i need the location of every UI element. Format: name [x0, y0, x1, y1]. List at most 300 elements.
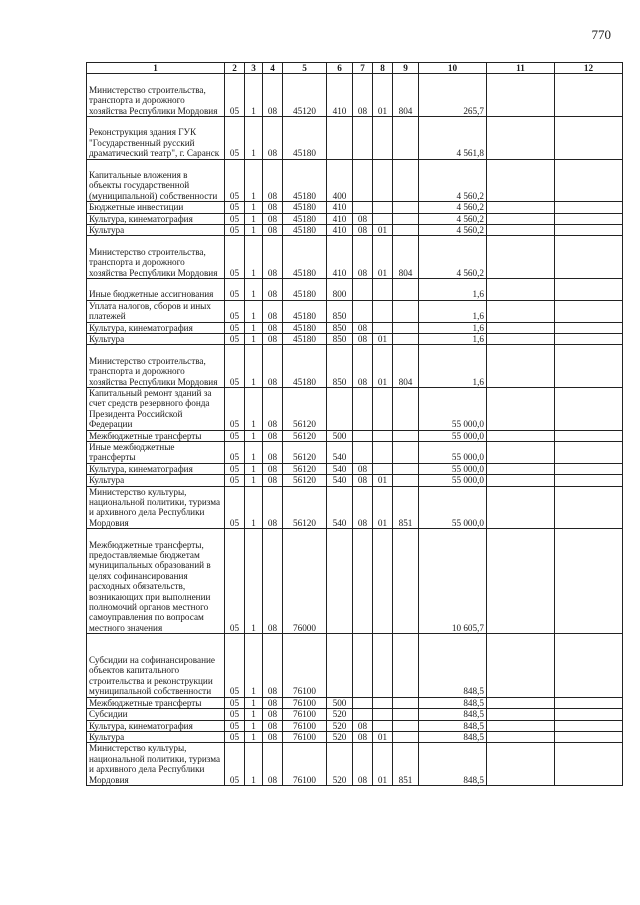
cell-amount: 848,5 — [419, 709, 487, 720]
cell-col-11 — [487, 117, 555, 160]
cell-ministry-code — [393, 529, 419, 634]
cell-col-12 — [555, 345, 623, 388]
cell-section — [353, 529, 373, 634]
cell-amount: 4 560,2 — [419, 159, 487, 202]
column-header: 5 — [283, 63, 327, 74]
cell-target-code: 56120 — [283, 463, 327, 474]
cell-target-code: 76000 — [283, 529, 327, 634]
cell-code-4: 08 — [263, 486, 283, 529]
cell-section: 08 — [353, 743, 373, 786]
cell-code-2: 05 — [225, 529, 245, 634]
cell-col-11 — [487, 213, 555, 224]
cell-col-12 — [555, 430, 623, 441]
row-description: Межбюджетные трансферты, предоставляемые бюджетам муниципальных образований в целях софинансирования расходных обязательств, возникающих при выполнении полномочий органов местного самоуправления по вопросам местного значения — [87, 529, 225, 634]
cell-expense-type: 520 — [327, 720, 353, 731]
cell-expense-type: 520 — [327, 731, 353, 742]
cell-section: 08 — [353, 225, 373, 236]
cell-code-3: 1 — [245, 697, 263, 708]
table-row — [87, 202, 623, 213]
cell-code-4: 08 — [263, 236, 283, 279]
cell-section — [353, 709, 373, 720]
cell-code-4: 08 — [263, 74, 283, 117]
cell-col-12 — [555, 529, 623, 634]
table-row — [87, 236, 623, 279]
cell-amount: 848,5 — [419, 731, 487, 742]
cell-code-2: 05 — [225, 236, 245, 279]
cell-subsection — [373, 442, 393, 464]
cell-subsection — [373, 117, 393, 160]
cell-code-2: 05 — [225, 697, 245, 708]
cell-section — [353, 634, 373, 697]
cell-target-code: 45180 — [283, 300, 327, 322]
cell-code-3: 1 — [245, 463, 263, 474]
cell-amount: 1,6 — [419, 279, 487, 301]
cell-code-3: 1 — [245, 731, 263, 742]
cell-target-code: 45180 — [283, 159, 327, 202]
cell-col-12 — [555, 634, 623, 697]
table-row — [87, 334, 623, 345]
cell-code-3: 1 — [245, 117, 263, 160]
cell-col-12 — [555, 475, 623, 486]
cell-code-3: 1 — [245, 279, 263, 301]
cell-col-12 — [555, 300, 623, 322]
cell-amount: 55 000,0 — [419, 463, 487, 474]
table-row — [87, 117, 623, 160]
table-row — [87, 279, 623, 301]
cell-amount: 4 560,2 — [419, 202, 487, 213]
cell-expense-type — [327, 634, 353, 697]
table-row — [87, 743, 623, 786]
cell-expense-type: 540 — [327, 486, 353, 529]
cell-expense-type — [327, 529, 353, 634]
cell-code-3: 1 — [245, 475, 263, 486]
cell-section — [353, 202, 373, 213]
cell-expense-type: 850 — [327, 345, 353, 388]
row-description: Межбюджетные трансферты — [87, 697, 225, 708]
cell-code-4: 08 — [263, 345, 283, 388]
cell-subsection — [373, 322, 393, 333]
cell-expense-type: 410 — [327, 202, 353, 213]
column-header: 9 — [393, 63, 419, 74]
cell-target-code: 45180 — [283, 202, 327, 213]
cell-subsection — [373, 202, 393, 213]
row-description: Уплата налогов, сборов и иных платежей — [87, 300, 225, 322]
cell-col-11 — [487, 159, 555, 202]
cell-expense-type — [327, 117, 353, 160]
cell-code-3: 1 — [245, 388, 263, 431]
cell-code-2: 05 — [225, 74, 245, 117]
cell-section — [353, 430, 373, 441]
cell-target-code: 56120 — [283, 430, 327, 441]
cell-subsection: 01 — [373, 236, 393, 279]
cell-ministry-code — [393, 475, 419, 486]
cell-col-11 — [487, 442, 555, 464]
row-description: Культура, кинематография — [87, 322, 225, 333]
cell-expense-type: 400 — [327, 159, 353, 202]
cell-col-12 — [555, 202, 623, 213]
cell-expense-type: 850 — [327, 300, 353, 322]
cell-col-11 — [487, 634, 555, 697]
cell-col-11 — [487, 236, 555, 279]
cell-expense-type: 500 — [327, 697, 353, 708]
cell-code-4: 08 — [263, 202, 283, 213]
cell-code-2: 05 — [225, 486, 245, 529]
cell-ministry-code: 804 — [393, 236, 419, 279]
cell-amount: 10 605,7 — [419, 529, 487, 634]
cell-target-code: 45120 — [283, 74, 327, 117]
cell-code-3: 1 — [245, 202, 263, 213]
cell-col-12 — [555, 322, 623, 333]
cell-target-code: 45180 — [283, 236, 327, 279]
table-row — [87, 300, 623, 322]
row-description: Культура, кинематография — [87, 213, 225, 224]
column-header: 4 — [263, 63, 283, 74]
cell-code-3: 1 — [245, 159, 263, 202]
cell-subsection: 01 — [373, 743, 393, 786]
cell-expense-type: 410 — [327, 225, 353, 236]
cell-code-4: 08 — [263, 697, 283, 708]
cell-col-11 — [487, 345, 555, 388]
cell-ministry-code — [393, 159, 419, 202]
column-header: 7 — [353, 63, 373, 74]
cell-section — [353, 159, 373, 202]
cell-code-4: 08 — [263, 334, 283, 345]
cell-subsection — [373, 720, 393, 731]
cell-code-3: 1 — [245, 300, 263, 322]
cell-col-12 — [555, 279, 623, 301]
cell-code-3: 1 — [245, 236, 263, 279]
cell-ministry-code: 851 — [393, 743, 419, 786]
cell-col-11 — [487, 731, 555, 742]
cell-expense-type: 540 — [327, 463, 353, 474]
cell-ministry-code — [393, 202, 419, 213]
cell-target-code: 76100 — [283, 709, 327, 720]
row-description: Культура — [87, 225, 225, 236]
cell-ministry-code — [393, 634, 419, 697]
cell-col-11 — [487, 720, 555, 731]
cell-code-3: 1 — [245, 529, 263, 634]
cell-section: 08 — [353, 236, 373, 279]
cell-ministry-code — [393, 388, 419, 431]
cell-col-11 — [487, 388, 555, 431]
cell-code-3: 1 — [245, 634, 263, 697]
cell-code-4: 08 — [263, 463, 283, 474]
table-row — [87, 442, 623, 464]
cell-code-3: 1 — [245, 345, 263, 388]
cell-amount: 55 000,0 — [419, 430, 487, 441]
cell-ministry-code — [393, 430, 419, 441]
cell-expense-type — [327, 388, 353, 431]
cell-code-2: 05 — [225, 322, 245, 333]
cell-section: 08 — [353, 74, 373, 117]
cell-subsection — [373, 709, 393, 720]
table-row — [87, 345, 623, 388]
cell-amount: 1,6 — [419, 334, 487, 345]
cell-code-2: 05 — [225, 475, 245, 486]
cell-expense-type: 540 — [327, 475, 353, 486]
table-row — [87, 731, 623, 742]
cell-col-12 — [555, 697, 623, 708]
cell-col-11 — [487, 430, 555, 441]
cell-col-11 — [487, 709, 555, 720]
cell-section — [353, 117, 373, 160]
cell-subsection — [373, 213, 393, 224]
cell-subsection — [373, 430, 393, 441]
cell-subsection: 01 — [373, 225, 393, 236]
cell-code-3: 1 — [245, 743, 263, 786]
cell-amount: 4 560,2 — [419, 225, 487, 236]
row-description: Реконструкция здания ГУК "Государственный русский драматический театр", г. Саранск — [87, 117, 225, 160]
cell-code-2: 05 — [225, 334, 245, 345]
cell-code-3: 1 — [245, 442, 263, 464]
cell-target-code: 45180 — [283, 334, 327, 345]
cell-code-2: 05 — [225, 300, 245, 322]
cell-subsection — [373, 697, 393, 708]
cell-ministry-code — [393, 463, 419, 474]
cell-subsection: 01 — [373, 334, 393, 345]
cell-expense-type: 410 — [327, 236, 353, 279]
cell-target-code: 76100 — [283, 697, 327, 708]
cell-ministry-code: 851 — [393, 486, 419, 529]
cell-subsection — [373, 634, 393, 697]
cell-code-3: 1 — [245, 225, 263, 236]
cell-code-2: 05 — [225, 442, 245, 464]
cell-ministry-code — [393, 442, 419, 464]
cell-code-4: 08 — [263, 117, 283, 160]
table-row — [87, 720, 623, 731]
table-row — [87, 463, 623, 474]
cell-col-12 — [555, 213, 623, 224]
cell-code-2: 05 — [225, 731, 245, 742]
row-description: Иные бюджетные ассигнования — [87, 279, 225, 301]
column-header: 3 — [245, 63, 263, 74]
cell-code-3: 1 — [245, 709, 263, 720]
cell-subsection — [373, 279, 393, 301]
cell-code-4: 08 — [263, 529, 283, 634]
cell-section: 08 — [353, 334, 373, 345]
cell-col-11 — [487, 697, 555, 708]
cell-ministry-code — [393, 279, 419, 301]
cell-code-2: 05 — [225, 388, 245, 431]
row-description: Министерство строительства, транспорта и дорожного хозяйства Республики Мордовия — [87, 236, 225, 279]
cell-target-code: 45180 — [283, 279, 327, 301]
header-row — [87, 63, 623, 74]
row-description: Культура, кинематография — [87, 720, 225, 731]
cell-code-3: 1 — [245, 430, 263, 441]
cell-code-3: 1 — [245, 74, 263, 117]
cell-col-11 — [487, 202, 555, 213]
table-row — [87, 225, 623, 236]
table-row — [87, 159, 623, 202]
cell-code-4: 08 — [263, 743, 283, 786]
cell-expense-type: 520 — [327, 709, 353, 720]
cell-subsection — [373, 388, 393, 431]
cell-col-12 — [555, 720, 623, 731]
cell-code-2: 05 — [225, 117, 245, 160]
cell-col-12 — [555, 463, 623, 474]
cell-ministry-code — [393, 731, 419, 742]
row-description: Бюджетные инвестиции — [87, 202, 225, 213]
cell-target-code: 45180 — [283, 225, 327, 236]
row-description: Субсидии на софинансирование объектов капитального строительства и реконструкции муниципальной собственности — [87, 634, 225, 697]
cell-subsection — [373, 463, 393, 474]
cell-amount: 55 000,0 — [419, 475, 487, 486]
cell-section: 08 — [353, 213, 373, 224]
cell-ministry-code — [393, 225, 419, 236]
cell-col-12 — [555, 225, 623, 236]
cell-code-2: 05 — [225, 709, 245, 720]
cell-target-code: 56120 — [283, 486, 327, 529]
cell-subsection: 01 — [373, 486, 393, 529]
table-row — [87, 486, 623, 529]
cell-subsection: 01 — [373, 475, 393, 486]
cell-code-2: 05 — [225, 743, 245, 786]
table-row — [87, 322, 623, 333]
cell-code-4: 08 — [263, 731, 283, 742]
cell-code-2: 05 — [225, 634, 245, 697]
cell-col-11 — [487, 463, 555, 474]
cell-expense-type: 520 — [327, 743, 353, 786]
row-description: Субсидии — [87, 709, 225, 720]
cell-target-code: 76100 — [283, 743, 327, 786]
cell-col-11 — [487, 279, 555, 301]
column-header: 8 — [373, 63, 393, 74]
column-header: 12 — [555, 63, 623, 74]
cell-section — [353, 300, 373, 322]
cell-ministry-code — [393, 334, 419, 345]
cell-col-12 — [555, 486, 623, 529]
cell-col-12 — [555, 236, 623, 279]
cell-code-4: 08 — [263, 442, 283, 464]
cell-code-4: 08 — [263, 430, 283, 441]
row-description: Культура — [87, 334, 225, 345]
row-description: Министерство строительства, транспорта и дорожного хозяйства Республики Мордовия — [87, 345, 225, 388]
cell-target-code: 76100 — [283, 720, 327, 731]
cell-target-code: 45180 — [283, 322, 327, 333]
cell-code-2: 05 — [225, 159, 245, 202]
cell-expense-type: 850 — [327, 322, 353, 333]
cell-section: 08 — [353, 486, 373, 529]
cell-code-3: 1 — [245, 334, 263, 345]
cell-col-12 — [555, 709, 623, 720]
cell-subsection: 01 — [373, 345, 393, 388]
cell-code-4: 08 — [263, 388, 283, 431]
cell-target-code: 56120 — [283, 442, 327, 464]
cell-code-2: 05 — [225, 345, 245, 388]
cell-amount: 848,5 — [419, 743, 487, 786]
cell-expense-type: 410 — [327, 74, 353, 117]
cell-amount: 1,6 — [419, 322, 487, 333]
cell-ministry-code — [393, 720, 419, 731]
cell-code-3: 1 — [245, 720, 263, 731]
cell-col-12 — [555, 731, 623, 742]
cell-code-4: 08 — [263, 634, 283, 697]
cell-code-2: 05 — [225, 463, 245, 474]
page-number: 770 — [591, 27, 611, 42]
column-header: 11 — [487, 63, 555, 74]
cell-subsection: 01 — [373, 731, 393, 742]
cell-code-3: 1 — [245, 322, 263, 333]
cell-amount: 55 000,0 — [419, 442, 487, 464]
cell-target-code: 45180 — [283, 117, 327, 160]
cell-amount: 55 000,0 — [419, 388, 487, 431]
cell-amount: 848,5 — [419, 720, 487, 731]
cell-amount: 1,6 — [419, 300, 487, 322]
table-row — [87, 634, 623, 697]
cell-amount: 265,7 — [419, 74, 487, 117]
cell-subsection: 01 — [373, 74, 393, 117]
cell-col-11 — [487, 74, 555, 117]
cell-col-12 — [555, 74, 623, 117]
cell-code-4: 08 — [263, 322, 283, 333]
cell-section: 08 — [353, 345, 373, 388]
row-description: Культура — [87, 475, 225, 486]
cell-ministry-code: 804 — [393, 345, 419, 388]
cell-code-4: 08 — [263, 279, 283, 301]
cell-col-12 — [555, 117, 623, 160]
cell-col-11 — [487, 322, 555, 333]
cell-amount: 4 560,2 — [419, 236, 487, 279]
cell-expense-type: 540 — [327, 442, 353, 464]
row-description: Культура, кинематография — [87, 463, 225, 474]
cell-code-2: 05 — [225, 279, 245, 301]
cell-col-12 — [555, 388, 623, 431]
cell-subsection — [373, 529, 393, 634]
cell-amount: 4 561,8 — [419, 117, 487, 160]
column-header: 6 — [327, 63, 353, 74]
cell-amount: 4 560,2 — [419, 213, 487, 224]
cell-code-4: 08 — [263, 475, 283, 486]
cell-col-11 — [487, 743, 555, 786]
cell-col-12 — [555, 743, 623, 786]
cell-col-11 — [487, 529, 555, 634]
cell-section — [353, 442, 373, 464]
cell-amount: 848,5 — [419, 634, 487, 697]
cell-code-3: 1 — [245, 486, 263, 529]
cell-amount: 1,6 — [419, 345, 487, 388]
cell-target-code: 56120 — [283, 475, 327, 486]
cell-expense-type: 500 — [327, 430, 353, 441]
table-row — [87, 697, 623, 708]
row-description: Министерство культуры, национальной политики, туризма и архивного дела Республики Мордовия — [87, 743, 225, 786]
cell-ministry-code — [393, 213, 419, 224]
table-row — [87, 529, 623, 634]
cell-ministry-code — [393, 117, 419, 160]
row-description: Иные межбюджетные трансферты — [87, 442, 225, 464]
cell-amount: 55 000,0 — [419, 486, 487, 529]
cell-col-11 — [487, 475, 555, 486]
cell-col-12 — [555, 442, 623, 464]
cell-subsection — [373, 300, 393, 322]
cell-section — [353, 279, 373, 301]
cell-target-code: 56120 — [283, 388, 327, 431]
cell-target-code: 76100 — [283, 731, 327, 742]
cell-target-code: 45180 — [283, 345, 327, 388]
cell-section — [353, 388, 373, 431]
table-body — [87, 74, 623, 786]
cell-section: 08 — [353, 731, 373, 742]
cell-col-11 — [487, 300, 555, 322]
cell-code-4: 08 — [263, 720, 283, 731]
cell-ministry-code — [393, 300, 419, 322]
cell-section: 08 — [353, 463, 373, 474]
row-description: Капитальные вложения в объекты государственной (муниципальной) собственности — [87, 159, 225, 202]
column-header: 2 — [225, 63, 245, 74]
cell-code-3: 1 — [245, 213, 263, 224]
row-description: Культура — [87, 731, 225, 742]
cell-expense-type: 850 — [327, 334, 353, 345]
cell-code-2: 05 — [225, 225, 245, 236]
